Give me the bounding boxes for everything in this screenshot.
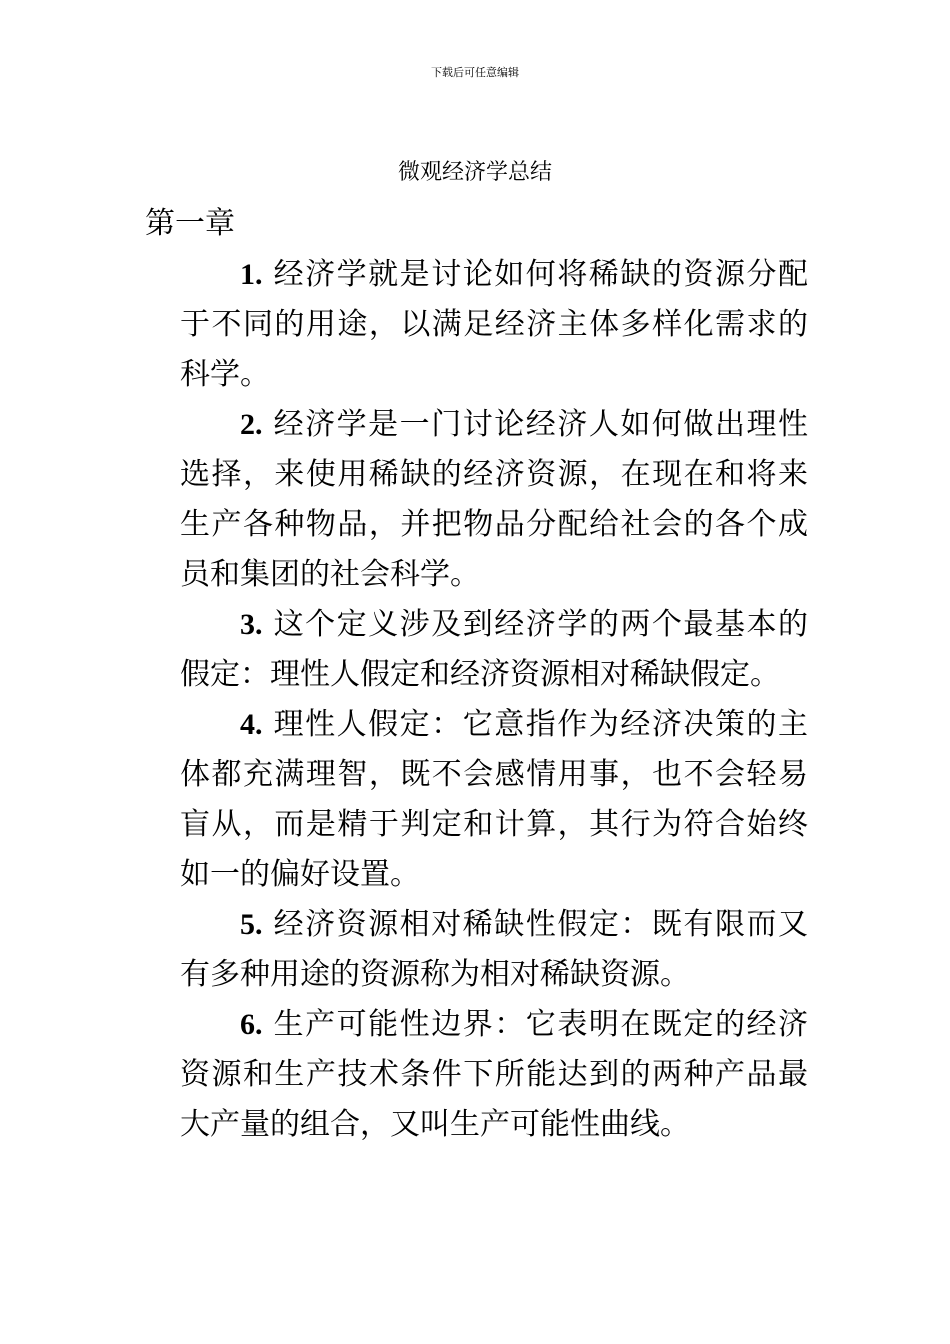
paragraph-number: 2. — [240, 408, 263, 441]
paragraph-6 — [180, 1000, 808, 1150]
body-text — [180, 250, 808, 1150]
chapter-heading: 第一章 — [145, 206, 235, 241]
paragraph-1 — [180, 250, 808, 400]
paragraph-text: 经济资源相对稀缺性假定：既有限而又有多种用途的资源称为相对稀缺资源。 — [180, 907, 809, 992]
header-note: 下载后可任意编辑 — [431, 66, 519, 79]
paragraph-2 — [180, 400, 808, 600]
paragraph-number: 4. — [240, 708, 263, 741]
paragraph-4 — [180, 700, 808, 900]
paragraph-text: 理性人假定：它意指作为经济决策的主体都充满理智，既不会感情用事，也不会轻易盲从，而是精于判定和计算，其行为符合始终如一的偏好设置。 — [180, 707, 809, 892]
paragraph-text: 这个定义涉及到经济学的两个最基本的假定：理性人假定和经济资源相对稀缺假定。 — [180, 607, 809, 692]
paragraph-text: 生产可能性边界：它表明在既定的经济资源和生产技术条件下所能达到的两种产品最大产量的组合，又叫生产可能性曲线。 — [180, 1007, 809, 1142]
paragraph-text: 经济学是一门讨论经济人如何做出理性选择，来使用稀缺的经济资源，在现在和将来生产各种物品，并把物品分配给社会的各个成员和集团的社会科学。 — [180, 407, 809, 592]
paragraph-number: 5. — [240, 908, 263, 941]
paragraph-text: 经济学就是讨论如何将稀缺的资源分配于不同的用途，以满足经济主体多样化需求的科学。 — [180, 257, 809, 392]
paragraph-5 — [180, 900, 808, 1000]
paragraph-3 — [180, 600, 808, 700]
document-title: 微观经济学总结 — [397, 160, 552, 185]
paragraph-number: 3. — [240, 608, 263, 641]
paragraph-number: 1. — [240, 258, 263, 291]
paragraph-number: 6. — [240, 1008, 263, 1041]
